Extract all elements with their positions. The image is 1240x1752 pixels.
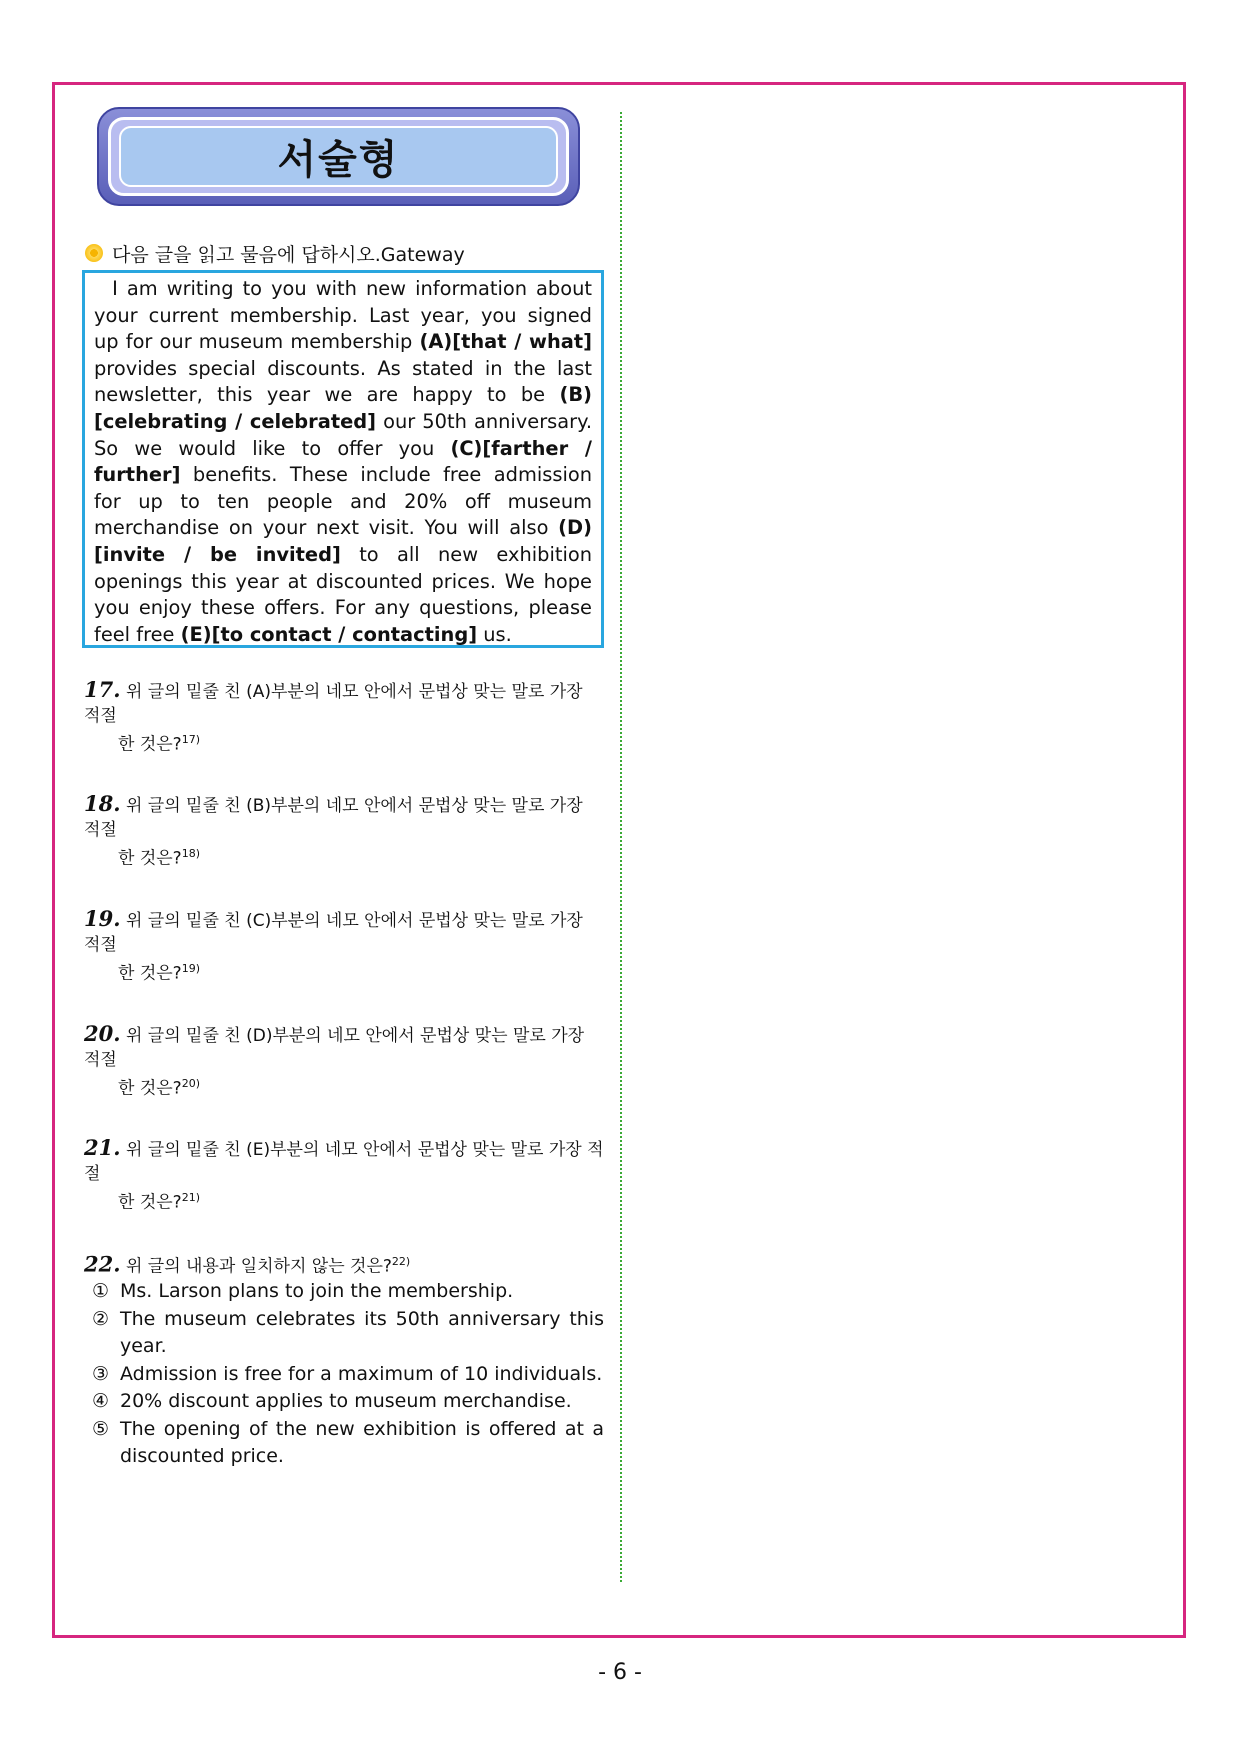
choice-1 bbox=[92, 1278, 604, 1306]
question-number: 19. bbox=[84, 906, 121, 931]
question-text: 한 것은? bbox=[118, 1192, 182, 1213]
blank-d: (D)[invite / be invited] bbox=[94, 516, 592, 566]
question-number: 18. bbox=[84, 791, 121, 816]
choice-text: The opening of the new exhibition is offered at a discounted price. bbox=[120, 1417, 604, 1467]
choice-5 bbox=[92, 1416, 604, 1471]
blank-a: (A)[that / what] bbox=[419, 330, 592, 354]
choice-3 bbox=[92, 1361, 604, 1389]
choice-mark: ① bbox=[92, 1280, 110, 1302]
question-text: 한 것은? bbox=[118, 1078, 182, 1099]
question-text: 위 글의 밑줄 친 (E)부분의 네모 안에서 문법상 맞는 말로 가장 적절 bbox=[84, 1140, 604, 1184]
choice-4 bbox=[92, 1388, 604, 1416]
section-title: 서술형 bbox=[277, 137, 400, 183]
question-number: 20. bbox=[84, 1021, 121, 1046]
question-22 bbox=[84, 1250, 604, 1279]
choice-text: 20% discount applies to museum merchandise. bbox=[120, 1390, 572, 1412]
question-19 bbox=[84, 907, 604, 986]
choice-text: The museum celebrates its 50th anniversary this year. bbox=[120, 1307, 604, 1357]
question-text: 위 글의 내용과 일치하지 않는 것은? bbox=[125, 1256, 392, 1277]
question-text: 위 글의 밑줄 친 (C)부분의 네모 안에서 문법상 맞는 말로 가장 적절 bbox=[84, 911, 583, 955]
passage-text: I am writing to you with new information about your current membership. Last year, you signed up for our museum membership bbox=[94, 277, 592, 354]
footnote-ref: 19) bbox=[181, 962, 200, 975]
answer-choices bbox=[92, 1278, 604, 1471]
question-text: 한 것은? bbox=[118, 963, 182, 984]
question-17 bbox=[84, 678, 604, 757]
blank-b: (B)[celebrating / celebrated] bbox=[94, 383, 592, 433]
flower-icon bbox=[84, 243, 104, 263]
column-divider bbox=[620, 112, 622, 1582]
question-number: 17. bbox=[84, 677, 121, 702]
question-text: 한 것은? bbox=[118, 734, 182, 755]
choice-mark: ② bbox=[92, 1307, 110, 1330]
choice-text: Admission is free for a maximum of 10 individuals. bbox=[120, 1362, 603, 1385]
question-20 bbox=[84, 1022, 604, 1101]
question-18 bbox=[84, 792, 604, 871]
question-text: 위 글의 밑줄 친 (A)부분의 네모 안에서 문법상 맞는 말로 가장 적절 bbox=[84, 682, 583, 726]
passage-box bbox=[82, 270, 604, 648]
blank-e: (E)[to contact / contacting] bbox=[180, 622, 478, 646]
choice-mark: ④ bbox=[92, 1390, 110, 1412]
question-text: 위 글의 밑줄 친 (D)부분의 네모 안에서 문법상 맞는 말로 가장 적절 bbox=[84, 1026, 585, 1070]
footnote-ref: 18) bbox=[181, 847, 200, 860]
question-text: 위 글의 밑줄 친 (B)부분의 네모 안에서 문법상 맞는 말로 가장 적절 bbox=[84, 796, 583, 840]
page-number: - 6 - bbox=[598, 1660, 642, 1685]
blank-c: (C)[farther / further] bbox=[94, 436, 592, 487]
passage-text: benefits. These include free admission for up to ten people and 20% off museum merchandise on your next visit. You will also bbox=[94, 463, 592, 540]
passage-text: to all new exhibition openings this year at discounted prices. We hope you enjoy these offers. For any questions, please feel free bbox=[94, 542, 593, 646]
choice-text: Ms. Larson plans to join the membership. bbox=[120, 1280, 514, 1302]
instruction-text: 다음 글을 읽고 물음에 답하시오.Gateway bbox=[112, 243, 465, 266]
choice-mark: ⑤ bbox=[92, 1417, 110, 1440]
footnote-ref: 21) bbox=[181, 1191, 200, 1204]
question-number: 21. bbox=[84, 1135, 121, 1160]
passage-text: our 50th anniversary. So we would like to offer you bbox=[94, 409, 592, 460]
choice-mark: ③ bbox=[92, 1362, 110, 1385]
passage-text: provides special discounts. As stated in the last newsletter, this year we are happy to be bbox=[94, 356, 592, 407]
question-21 bbox=[84, 1136, 604, 1215]
passage-text: us. bbox=[477, 622, 512, 646]
choice-2 bbox=[92, 1306, 604, 1361]
question-text: 한 것은? bbox=[118, 848, 182, 869]
footnote-ref: 17) bbox=[181, 733, 200, 746]
footnote-ref: 20) bbox=[181, 1077, 200, 1090]
section-banner bbox=[97, 107, 580, 206]
footnote-ref: 22) bbox=[391, 1255, 411, 1268]
question-number: 22. bbox=[84, 1251, 121, 1277]
instruction bbox=[84, 240, 624, 266]
